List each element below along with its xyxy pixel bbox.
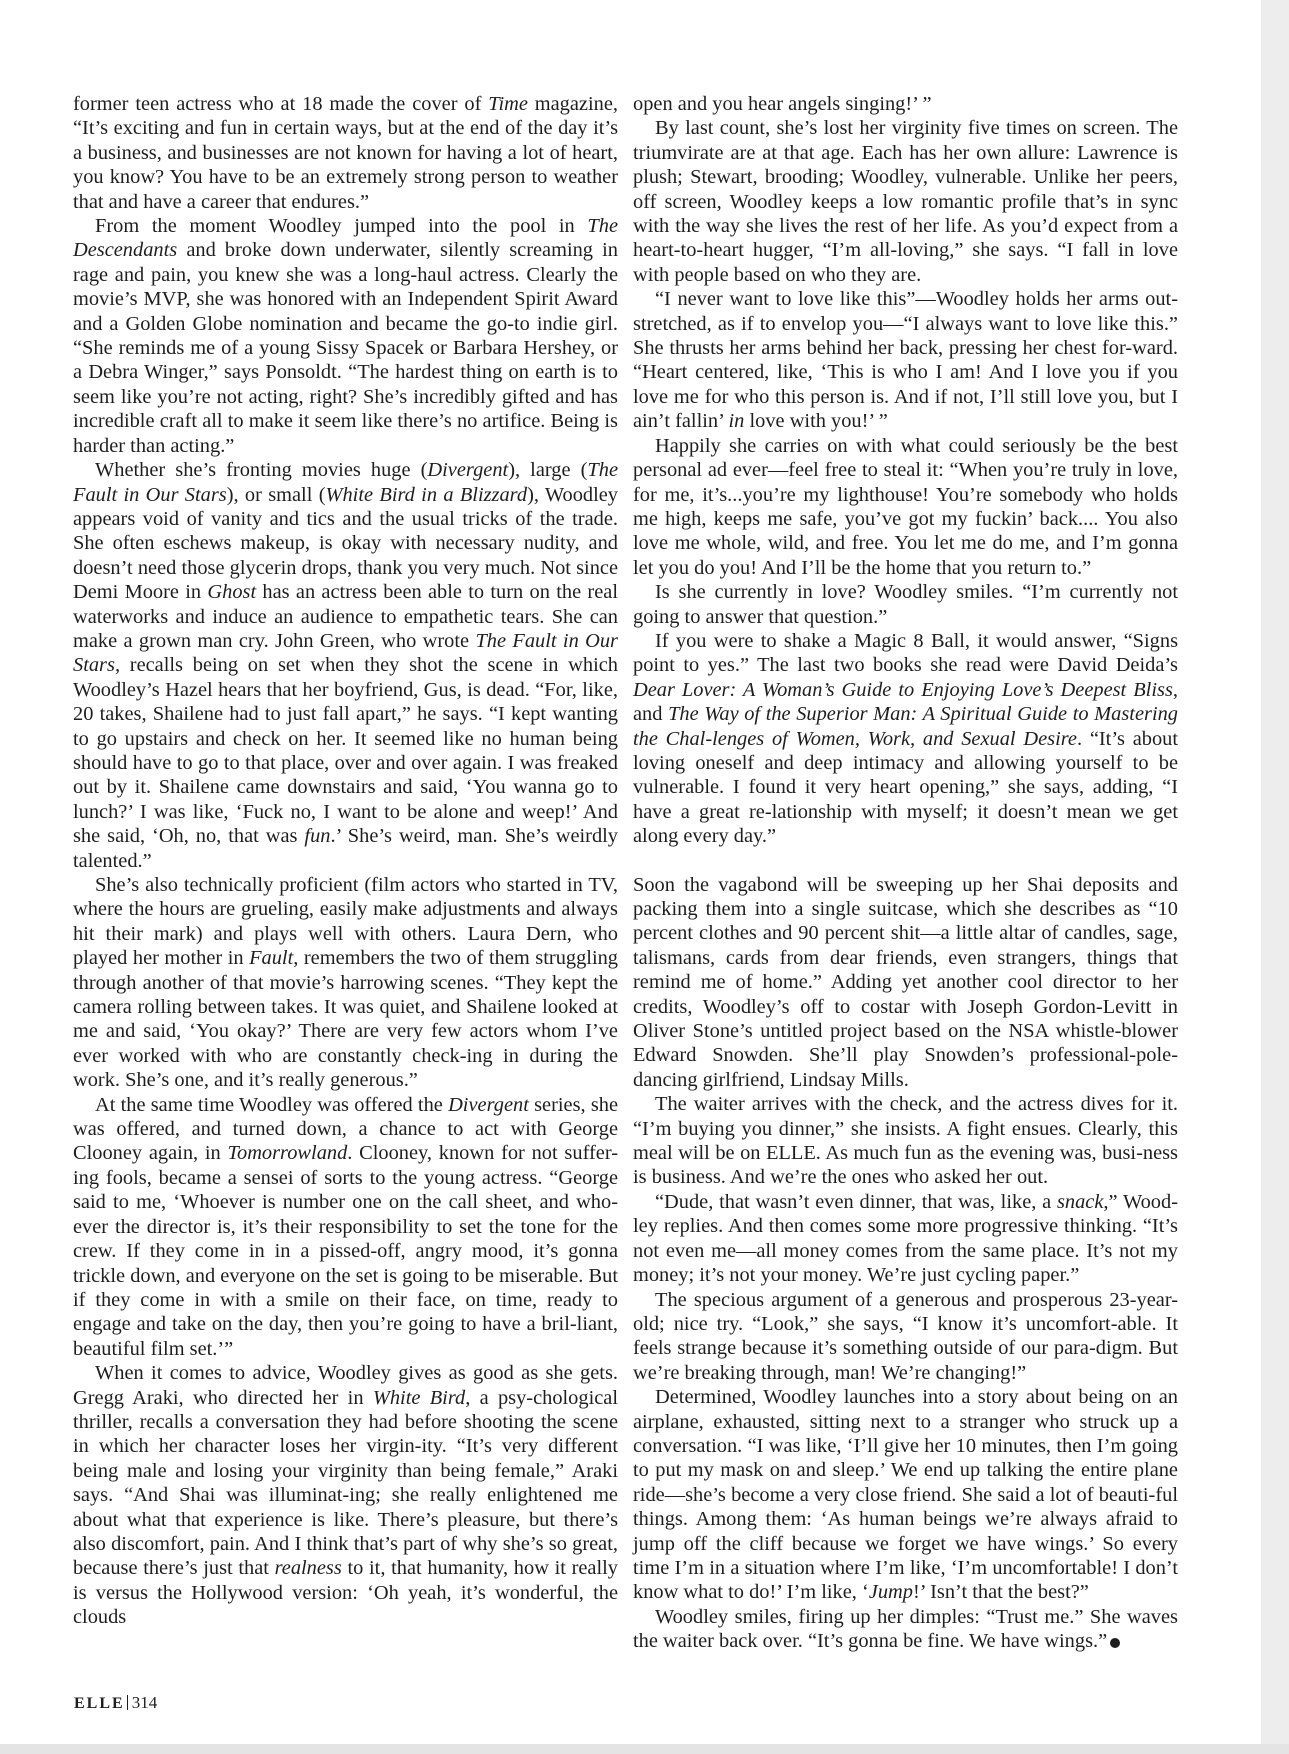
text-run: When it comes to advice, Woodley gives as good as she gets. Gregg Araki, who directed her in bbox=[73, 1362, 618, 1409]
text-run: At the same time Woodley was offered the bbox=[95, 1093, 449, 1116]
text-run: Woodley smiles, firing up her dimples: “Trust me.” She waves the waiter back over. “It’s gonna be fine. We have wings.” bbox=[633, 1605, 1178, 1653]
paragraph bbox=[633, 1190, 1178, 1288]
text-run: .’ She’s weird, man. She’s weirdly talented.” bbox=[73, 825, 619, 872]
text-run: former teen actress who at 18 made the cover of bbox=[73, 93, 489, 115]
text-run: ), Woodley appears void of vanity and tics and the usual tricks of the trade. She often eschews makeup, is okay with necessary nudity, and doesn’t need those glycerin drops, thank you very much. Not since Demi Moore in bbox=[73, 483, 618, 604]
paragraph bbox=[633, 629, 1178, 849]
text-run: magazine, “It’s exciting and fun in certain ways, but at the end of the day it’s a business, and businesses are not known for having a lot of heart, you know? You have to be an extremely strong person to weather that and have a career that endures.” bbox=[73, 93, 618, 213]
text-run: , recalls being on set when they shot the scene in which Woodley’s Hazel hears that her boyfriend, Gus, is dead. “For, like, 20 takes, Shailene had to just fall apart,” he says. “I kept wanting to go upstairs and check on her. It seemed like no human being should have to go to that place, over and over again. I was freaked out by it. Shailene came downstairs and said, ‘You wanna go to lunch?’ I was like, ‘Fuck no, I want to be alone and weep!’ And she said, ‘Oh, no, that was bbox=[73, 654, 618, 848]
text-run: Whether she’s fronting movies huge ( bbox=[95, 459, 428, 482]
text-run: open and you hear angels singing!’ ” bbox=[633, 93, 932, 115]
text-run: Happily she carries on with what could seriously be the best personal ad ever—feel free to steal it: “When you’re truly in love, for me, it’s...you’re my lighthouse! You’re somebody who holds me high, keeps me safe, you’ve got my fuckin’ back.... You also love me whole, wild, and free. You let me do me, and I’m gonna let you do you! And I’ll be the home that you return to.” bbox=[633, 434, 1178, 579]
text-run: ), or small ( bbox=[226, 483, 326, 506]
text-run: , remembers the two of them struggling through another of that movie’s harrowing scenes. “They kept the camera rolling between takes. It was quiet, and Shailene looked at me and said, ‘You okay?’ There are very few actors whom I’ve ever worked with who are constantly check-ing in during the work. She’s one, and it’s really generous.” bbox=[73, 947, 618, 1092]
paragraph bbox=[73, 92, 618, 214]
text-run: love with you!’ ” bbox=[744, 410, 888, 433]
italic-title: The Way of the Superior Man: A Spiritual Guide to Mastering the Chal-lenges of Women, Work, and Sexual Desire bbox=[633, 703, 1178, 750]
text-run: . “It’s about loving oneself and deep intimacy and allowing yourself to be vulnerable. I found it very heart opening,” she says, adding, “I have a great re-lationship with myself; it doesn’t mean we get along every day.” bbox=[633, 727, 1178, 848]
page-edge-shadow bbox=[1261, 0, 1289, 1754]
text-run: !’ Isn’t that the best?” bbox=[912, 1581, 1089, 1604]
paragraph bbox=[633, 1385, 1178, 1605]
text-run: . Clooney, known for not suffer-ing fools, became a sensei of sorts to the young actress. “George said to me, ‘Whoever is number one on the call sheet, and who-ever the director is, it’s their responsibility to set the tone for the crew. If they come in in a pissed-off, angry mood, it’s gonna trickle down, and everyone on the set is going to be miserable. But if they come in with a smile on their face, on time, ready to engage and take on the day, then you’re going to have a bril-liant, beautiful film set.’” bbox=[73, 1142, 618, 1360]
text-run: The waiter arrives with the check, and the actress dives for it. “I’m buying you dinner,” she insists. A fight ensues. Clearly, this meal will be on ELLE. As much fun as the evening was, busi-ness is business. And we’re the ones who asked her out. bbox=[633, 1093, 1178, 1189]
text-run: From the moment Woodley jumped into the pool in bbox=[95, 215, 588, 238]
italic-title: realness bbox=[274, 1557, 342, 1580]
paragraph-section-start bbox=[633, 873, 1178, 1093]
scan-bottom-edge bbox=[0, 1744, 1289, 1754]
text-run: has an actress been able to turn on the real waterworks and induce an audience to empathetic tears. She can make a grown man cry. John Green, who wrote bbox=[73, 581, 618, 652]
paragraph-final bbox=[633, 1605, 1178, 1654]
text-run: The specious argument of a generous and prosperous 23-year-old; nice try. “Look,” she says, “I know it’s uncomfort-able. It feels strange because it’s something outside of our para-digm. But we’re breaking through, man! We’re changing!” bbox=[633, 1288, 1178, 1384]
italic-title: Divergent bbox=[448, 1093, 529, 1116]
paragraph bbox=[633, 580, 1178, 629]
paragraph bbox=[73, 873, 618, 1093]
paragraph bbox=[633, 92, 1178, 116]
italic-title: White Bird bbox=[372, 1386, 466, 1409]
text-run: If you were to shake a Magic 8 Ball, it would answer, “Signs point to yes.” The last two books she read were David Deida’s bbox=[633, 629, 1178, 677]
text-run: ), large ( bbox=[508, 459, 588, 482]
italic-title: Fault bbox=[249, 947, 294, 970]
italic-title: Ghost bbox=[207, 581, 257, 604]
text-run: , a psy-chological thriller, recalls a conversation they had before shooting the scene in which her character loses her virgin-ity. “It’s very different being male and losing your virginity than being female,” Araki says. “And Shai was illuminat-ing; she really enlightened me about what that experience is like. There’s pleasure, but there’s also discomfort, pain. And I think that’s part of why she’s so great, because there’s just that bbox=[73, 1386, 618, 1580]
italic-title: White Bird in a Blizzard bbox=[325, 483, 528, 506]
text-run: “Dude, that wasn’t even dinner, that was, like, a bbox=[655, 1190, 1057, 1213]
paragraph bbox=[633, 1092, 1178, 1190]
text-run: and broke down underwater, silently screaming in rage and pain, you knew she was a long-haul actress. Clearly the movie’s MVP, she was honored with an Independent Spirit Award and a Golden Globe nomination and became the go-to indie girl. “She reminds me of a young Sissy Spacek or Barbara Hershey, or a Debra Winger,” says Ponsoldt. “The hardest thing on earth is to seem like you’re not acting, right? She’s incredibly gifted and has incredible craft all to make it seem like there’s no artifice. Being is harder than acting.” bbox=[73, 239, 618, 457]
magazine-name: ELLE bbox=[74, 1695, 125, 1712]
text-run: By last count, she’s lost her virginity five times on screen. The triumvirate are at that age. Each has her own allure: Lawrence is plush; Stewart, brooding; Woodley, vulnerable. Unlike her peers, off screen, Woodley keeps a low romantic profile that’s in sync with the way she lives the rest of her life. As you’d expect from a heart-to-heart hugger, “I’m all-loving,” she says. “I fall in love with people based on who they are. bbox=[633, 117, 1178, 286]
text-run: , and bbox=[633, 678, 1178, 726]
final-paragraph-text bbox=[633, 1606, 1178, 1652]
end-of-article-bullet-icon bbox=[1110, 1638, 1120, 1648]
italic-title: Jump bbox=[868, 1581, 913, 1604]
page-folio bbox=[74, 1693, 157, 1714]
text-run: Is she currently in love? Woodley smiles. “I’m currently not going to answer that question.” bbox=[633, 581, 1178, 628]
article-column-right bbox=[633, 92, 1178, 1654]
paragraph bbox=[633, 1288, 1178, 1386]
italic-title: Tomorrowland bbox=[227, 1142, 348, 1165]
paragraph bbox=[633, 434, 1178, 580]
text-run: series, she was offered, and turned down, a chance to act with George Clooney again, in bbox=[73, 1093, 619, 1165]
italic-title: fun bbox=[304, 825, 331, 848]
paragraph bbox=[73, 458, 618, 873]
italic-title: The Fault in Our Stars bbox=[73, 459, 619, 506]
text-run: “I never want to love like this”—Woodley holds her arms out-stretched, as if to envelop you—“I always want to love like this.” She thrusts her arms behind her back, pressing her chest for-ward. “Heart centered, like, ‘This is who I am! And I love you if you love me for who this person is. And if not, I’ll still love you, but I ain’t fallin’ bbox=[633, 288, 1178, 433]
italic-title: Divergent bbox=[427, 459, 509, 482]
paragraph bbox=[73, 1093, 618, 1361]
folio-divider bbox=[127, 1695, 128, 1710]
paragraph bbox=[73, 214, 618, 458]
italic-title: snack bbox=[1056, 1190, 1104, 1213]
italic-title: The Fault in Our Stars bbox=[73, 629, 618, 677]
page-number: 314 bbox=[131, 1693, 158, 1712]
paragraph bbox=[633, 287, 1178, 433]
text-run: ,” Wood-ley replies. And then comes some more progressive thinking. “It’s not even me—all money comes from the same place. It’s not my money; it’s not your money. We’re just cycling paper.” bbox=[633, 1190, 1178, 1287]
text-run: to it, that humanity, how it really is versus the Hollywood version: ‘Oh yeah, it’s wonderful, the clouds bbox=[73, 1557, 618, 1629]
paragraph bbox=[633, 116, 1178, 287]
article-column-left bbox=[73, 92, 618, 1630]
text-run: Determined, Woodley launches into a story about being on an airplane, exhausted, sitting next to a stranger who struck up a conversation. “I was like, ‘I’ll give her 10 minutes, then I’m going to put my mask on and sleep.’ We end up talking the entire plane ride—she’s become a very close friend. She said a lot of beauti-ful things. Among them: ‘As human beings we’re always afraid to jump off the cliff because we forget we have wings.’ So every time I’m in a situation where I’m like, ‘I’m uncomfortable! I don’t know what to do!’ I’m like, ‘ bbox=[633, 1386, 1178, 1604]
text-run: Soon the vagabond will be sweeping up her Shai deposits and packing them into a single suitcase, which she describes as “10 percent clothes and 90 percent shit—a little altar of candles, sage, talismans, cards from dear friends, even strangers, things that remind me of home.” Adding yet another cool director to her credits, Woodley’s off to costar with Joseph Gordon-Levitt in Oliver Stone’s untitled project based on the NSA whistle-blower Edward Snowden. She’ll play Snowden’s professional-pole-dancing girlfriend, Lindsay Mills. bbox=[633, 873, 1178, 1091]
italic-title: The Descendants bbox=[73, 215, 618, 262]
paragraph bbox=[73, 1361, 618, 1629]
text-run: She’s also technically proficient (film actors who started in TV, where the hours are grueling, easily make adjustments and always hit their mark) and plays well with others. Laura Dern, who played her mother in bbox=[73, 874, 618, 970]
italic-title: in bbox=[728, 410, 745, 433]
italic-title: Dear Lover: A Woman’s Guide to Enjoying Love’s Deepest Bliss bbox=[633, 678, 1173, 701]
italic-title: Time bbox=[488, 93, 528, 115]
